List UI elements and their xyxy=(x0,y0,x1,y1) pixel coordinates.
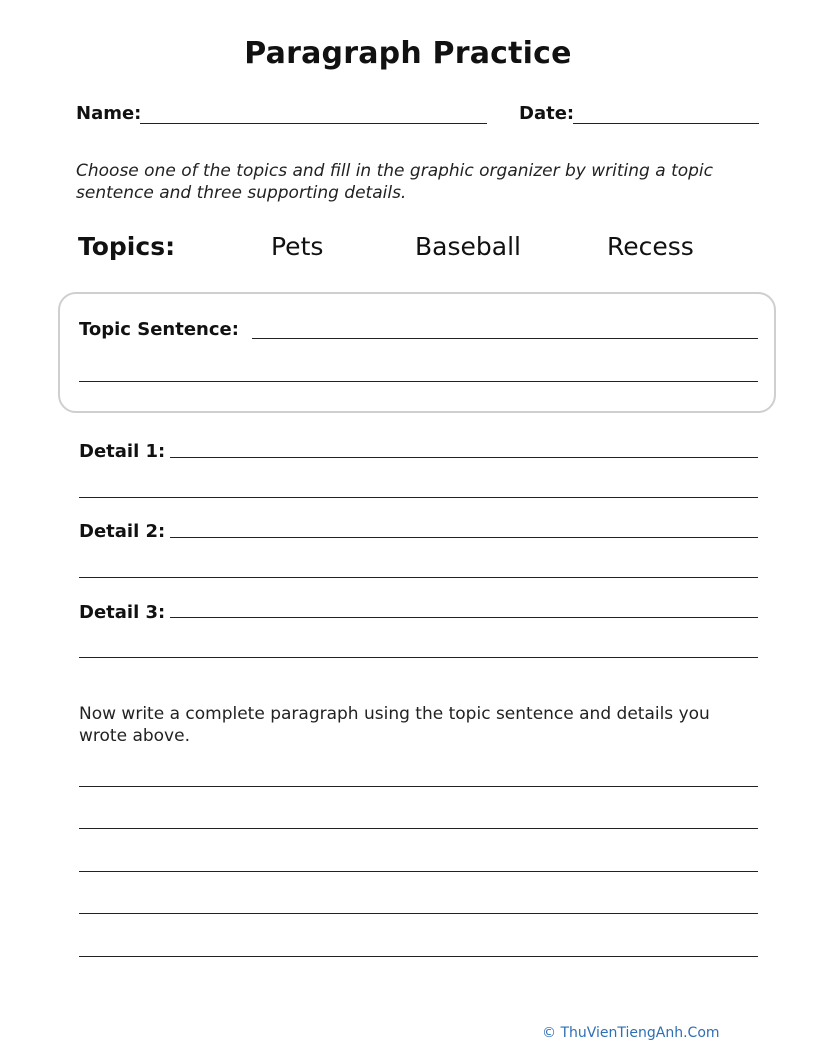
paragraph-line-3[interactable] xyxy=(79,871,758,872)
topic-recess: Recess xyxy=(607,232,694,261)
topics-label: Topics: xyxy=(78,232,176,261)
paragraph-line-4[interactable] xyxy=(79,913,758,914)
topic-sentence-line-2[interactable] xyxy=(79,381,758,382)
detail-1-label: Detail 1: xyxy=(79,441,166,462)
detail-2-line-2[interactable] xyxy=(79,577,758,578)
paragraph-line-1[interactable] xyxy=(79,786,758,787)
date-label: Date: xyxy=(519,103,575,124)
date-field-line[interactable] xyxy=(573,123,759,124)
name-label: Name: xyxy=(76,103,142,124)
instructions-text: Choose one of the topics and fill in the graphic organizer by writing a topic sentence and three supporting details. xyxy=(76,161,713,203)
topic-baseball: Baseball xyxy=(415,232,521,261)
detail-2-line-1[interactable] xyxy=(170,537,758,538)
paragraph-line-5[interactable] xyxy=(79,956,758,957)
detail-2-label: Detail 2: xyxy=(79,521,166,542)
topic-sentence-label: Topic Sentence: xyxy=(79,319,239,340)
detail-1-line-1[interactable] xyxy=(170,457,758,458)
topic-pets: Pets xyxy=(271,232,324,261)
topic-sentence-box xyxy=(58,292,776,413)
name-field-line[interactable] xyxy=(140,123,487,124)
detail-3-line-1[interactable] xyxy=(170,617,758,618)
detail-3-line-2[interactable] xyxy=(79,657,758,658)
topic-sentence-line-1[interactable] xyxy=(252,338,758,339)
page-title: Paragraph Practice xyxy=(244,36,572,71)
paragraph-prompt: Now write a complete paragraph using the topic sentence and details you wrote above. xyxy=(79,704,710,746)
footer-copyright: © ThuVienTiengAnh.Com xyxy=(542,1025,720,1041)
detail-3-label: Detail 3: xyxy=(79,602,166,623)
detail-1-line-2[interactable] xyxy=(79,497,758,498)
paragraph-line-2[interactable] xyxy=(79,828,758,829)
